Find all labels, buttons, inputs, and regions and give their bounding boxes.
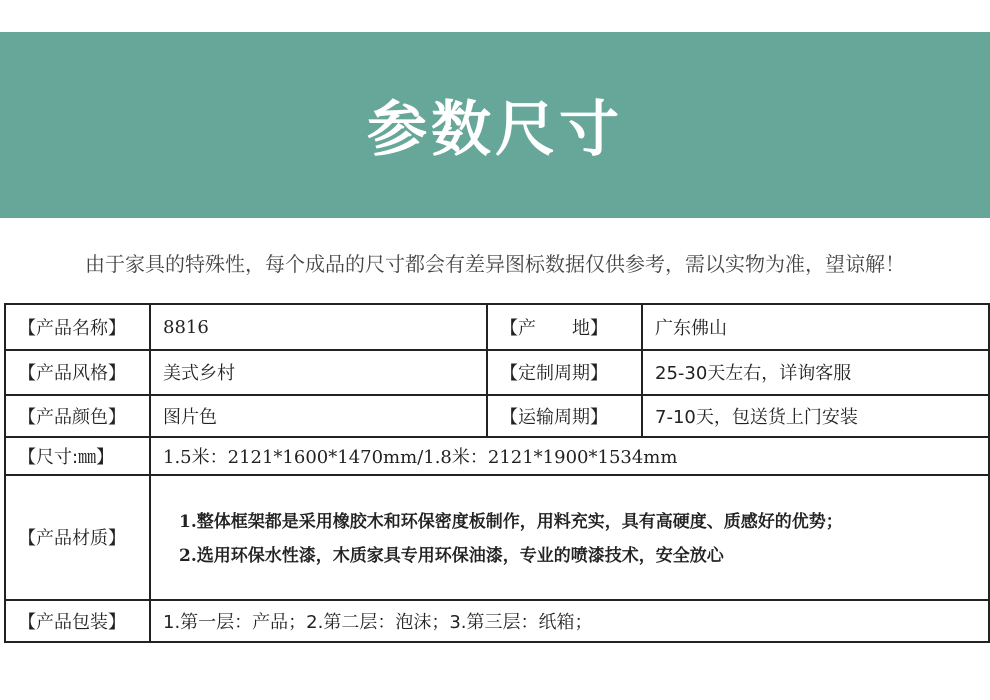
origin-label: 【产 地】 <box>487 304 642 350</box>
disclaimer-notice: 由于家具的特殊性，每个成品的尺寸都会有差异图标数据仅供参考，需以实物为准，望谅解！ <box>85 252 905 276</box>
shipping-period-value: 7-10天，包送货上门安装 <box>642 395 989 437</box>
product-style-value: 美式乡村 <box>150 350 487 394</box>
table-row <box>5 304 989 350</box>
product-color-label: 【产品颜色】 <box>5 395 150 437</box>
product-color-value: 图片色 <box>150 395 487 437</box>
origin-value: 广东佛山 <box>642 304 989 350</box>
material-label: 【产品材质】 <box>5 475 150 600</box>
size-label: 【尺寸:㎜】 <box>5 437 150 475</box>
material-line-1: 1.整体框架都是采用橡胶木和环保密度板制作，用料充实，具有高硬度、质感好的优势； <box>179 512 843 533</box>
table-row <box>5 437 989 475</box>
shipping-period-label: 【运输周期】 <box>487 395 642 437</box>
packaging-label: 【产品包装】 <box>5 600 150 642</box>
table-row <box>5 475 989 600</box>
material-line-2: 2.选用环保水性漆，木质家具专用环保油漆，专业的喷漆技术，安全放心 <box>179 546 724 567</box>
title-banner <box>0 32 990 218</box>
product-name-value: 8816 <box>150 304 487 350</box>
table-row <box>5 350 989 394</box>
size-value: 1.5米：2121*1600*1470mm/1.8米：2121*1900*1534mm <box>150 437 989 475</box>
spec-table <box>4 303 990 643</box>
custom-period-value: 25-30天左右，详询客服 <box>642 350 989 394</box>
page-title: 参数尺寸 <box>367 95 623 165</box>
custom-period-label: 【定制周期】 <box>487 350 642 394</box>
table-row <box>5 395 989 437</box>
product-style-label: 【产品风格】 <box>5 350 150 394</box>
table-row <box>5 600 989 642</box>
product-name-label: 【产品名称】 <box>5 304 150 350</box>
material-value <box>150 475 989 600</box>
packaging-value: 1.第一层：产品；2.第二层：泡沫；3.第三层：纸箱； <box>150 600 989 642</box>
